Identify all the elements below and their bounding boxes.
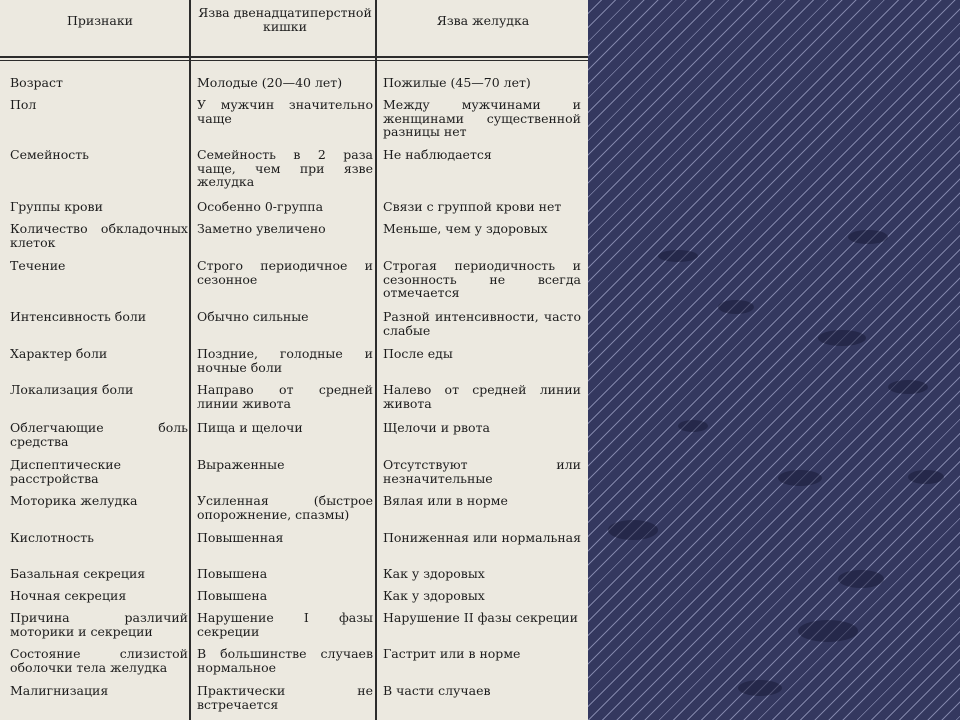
- header-features: Признаки: [67, 13, 133, 28]
- row-duodenal-value: Нарушение I фазы секреции: [197, 610, 373, 639]
- row-gastric-value: В части случаев: [383, 683, 491, 698]
- row-duodenal-value: Повышена: [197, 588, 268, 603]
- background-spot: [838, 570, 884, 588]
- row-gastric-value: Не наблюдается: [383, 147, 492, 162]
- row-gastric-value: После еды: [383, 346, 453, 361]
- row-gastric-value: Щелочи и рвота: [383, 420, 490, 435]
- row-gastric-value: Пониженная или нормальная: [383, 530, 581, 545]
- background-spot: [778, 470, 822, 486]
- row-feature: Причина различий моторики и секреции: [10, 610, 188, 639]
- row-feature: Количество обкладочных клеток: [10, 221, 188, 250]
- row-feature: Интенсивность боли: [10, 309, 147, 324]
- row-gastric-value: Пожилые (45—70 лет): [383, 75, 531, 90]
- row-duodenal-value: Повышенная: [197, 530, 284, 545]
- row-feature: Группы крови: [10, 199, 103, 214]
- header-duodenal-ulcer: Язва двенадцатиперстной кишки: [198, 5, 372, 34]
- row-gastric-value: Строгая периодичность и сезонность не всегда отмечается: [383, 258, 581, 300]
- row-duodenal-value: Строго периодичное и сезонное: [197, 258, 373, 287]
- background-spot: [608, 520, 658, 540]
- row-gastric-value: Гастрит или в норме: [383, 646, 521, 661]
- column-divider: [189, 0, 191, 720]
- row-feature: Кислотность: [10, 530, 94, 545]
- row-feature: Локализация боли: [10, 382, 134, 397]
- row-duodenal-value: Поздние, голодные и ночные боли: [197, 346, 373, 375]
- row-feature: Малигнизация: [10, 683, 109, 698]
- row-gastric-value: Вялая или в норме: [383, 493, 508, 508]
- row-feature: Облегчающие боль средства: [10, 420, 188, 449]
- column-divider: [375, 0, 377, 720]
- row-feature: Ночная секреция: [10, 588, 127, 603]
- background-spot: [908, 470, 944, 484]
- row-duodenal-value: Молодые (20—40 лет): [197, 75, 343, 90]
- background-spot: [888, 380, 928, 394]
- row-duodenal-value: Выраженные: [197, 457, 285, 472]
- row-duodenal-value: Заметно увеличено: [197, 221, 326, 236]
- row-feature: Диспептические расстройства: [10, 457, 122, 486]
- row-duodenal-value: Повышена: [197, 566, 268, 581]
- background-spot: [678, 420, 708, 432]
- row-duodenal-value: Усиленная (быстрое опорожнение, спазмы): [197, 493, 373, 522]
- background-spot: [658, 250, 698, 262]
- background-spot: [798, 620, 858, 642]
- row-feature: Пол: [10, 97, 37, 112]
- row-duodenal-value: Практически не встречается: [197, 683, 373, 712]
- header-gastric-ulcer: Язва желудка: [436, 13, 530, 28]
- row-gastric-value: Как у здоровых: [383, 588, 485, 603]
- row-feature: Состояние слизистой оболочки тела желудка: [10, 646, 188, 675]
- row-gastric-value: Как у здоровых: [383, 566, 485, 581]
- background-spot: [738, 680, 782, 696]
- row-feature: Возраст: [10, 75, 63, 90]
- row-feature: Течение: [10, 258, 66, 273]
- background-spot: [718, 300, 754, 314]
- row-gastric-value: Меньше, чем у здоровых: [383, 221, 548, 236]
- row-duodenal-value: Обычно сильные: [197, 309, 309, 324]
- row-duodenal-value: Особенно 0-группа: [197, 199, 324, 214]
- row-feature: Моторика желудка: [10, 493, 138, 508]
- background-spot: [818, 330, 866, 346]
- decorative-background-panel: [588, 0, 960, 720]
- row-duodenal-value: У мужчин значительно чаще: [197, 97, 373, 126]
- row-feature: Характер боли: [10, 346, 108, 361]
- row-duodenal-value: Пища и щелочи: [197, 420, 303, 435]
- header-rule-bottom: [0, 60, 588, 61]
- row-gastric-value: Между мужчинами и женщинами существенной разницы нет: [383, 97, 581, 139]
- row-duodenal-value: В большинстве случаев нормальное: [197, 646, 373, 675]
- row-gastric-value: Нарушение II фазы секреции: [383, 610, 578, 625]
- row-gastric-value: Отсутствуют или незначительные: [383, 457, 581, 486]
- header-rule-top: [0, 56, 588, 58]
- row-duodenal-value: Направо от средней линии живота: [197, 382, 373, 411]
- row-feature: Семейность: [10, 147, 89, 162]
- row-gastric-value: Связи с группой крови нет: [383, 199, 562, 214]
- row-feature: Базальная секреция: [10, 566, 146, 581]
- row-gastric-value: Налево от средней линии живота: [383, 382, 581, 411]
- background-spot: [848, 230, 888, 244]
- row-gastric-value: Разной интенсивности, часто слабые: [383, 309, 581, 338]
- row-duodenal-value: Семейность в 2 раза чаще, чем при язве желудка: [197, 147, 373, 189]
